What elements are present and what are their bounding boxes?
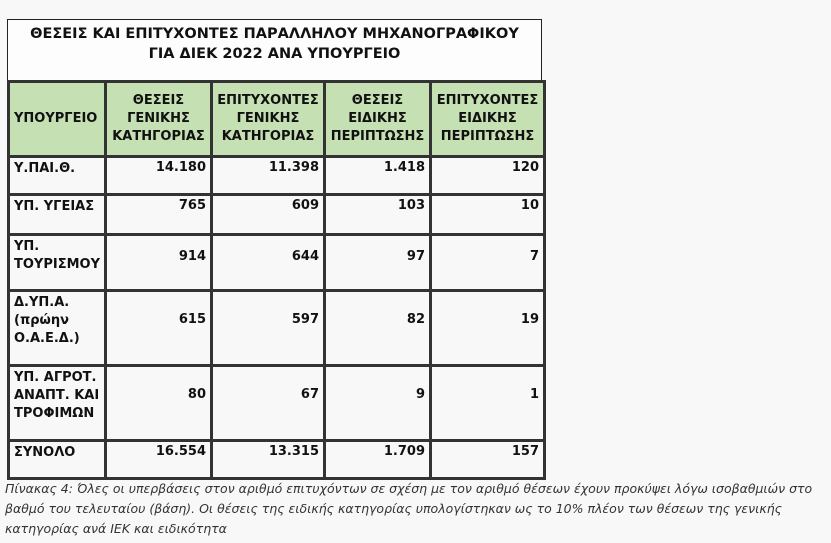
value-cell: 615: [106, 291, 212, 366]
title-line-1: ΘΕΣΕΙΣ ΚΑΙ ΕΠΙΤΥΧΟΝΤΕΣ ΠΑΡΑΛΛΗΛΟΥ ΜΗΧΑΝΟΓΡΑΦΙΚΟΥ: [30, 26, 519, 42]
column-header-special-admitted: ΕΠΙΤΥΧΟΝΤΕΣ ΕΙΔΙΚΗΣ ΠΕΡΙΠΤΩΣΗΣ: [431, 82, 545, 157]
column-header-special-positions: ΘΕΣΕΙΣ ΕΙΔΙΚΗΣ ΠΕΡΙΠΤΩΣΗΣ: [325, 82, 431, 157]
value-cell: 1: [431, 366, 545, 441]
ministry-name: ΥΠ. ΑΓΡΟΤ. ΑΝΑΠΤ. ΚΑΙ ΤΡΟΦΙΜΩΝ: [9, 366, 106, 441]
total-value-cell: 1.709: [325, 441, 431, 479]
column-header-general-positions: ΘΕΣΕΙΣ ΓΕΝΙΚΗΣ ΚΑΤΗΓΟΡΙΑΣ: [106, 82, 212, 157]
table-row: [9, 195, 545, 235]
value-cell: 19: [431, 291, 545, 366]
value-cell: 103: [325, 195, 431, 235]
value-cell: 97: [325, 235, 431, 291]
total-value-cell: 157: [431, 441, 545, 479]
value-cell: 914: [106, 235, 212, 291]
value-cell: 765: [106, 195, 212, 235]
table-title: [7, 19, 542, 80]
table-row: [9, 291, 545, 366]
total-value-cell: 16.554: [106, 441, 212, 479]
value-cell: 9: [325, 366, 431, 441]
ministry-table: [7, 80, 546, 480]
value-cell: 82: [325, 291, 431, 366]
value-cell: 67: [212, 366, 325, 441]
title-line-2: ΓΙΑ ΔΙΕΚ 2022 ΑΝΑ ΥΠΟΥΡΓΕΙΟ: [148, 46, 401, 62]
column-header-ministry: ΥΠΟΥΡΓΕΙΟ: [9, 82, 106, 157]
total-label: ΣΥΝΟΛΟ: [9, 441, 106, 479]
total-row: [9, 441, 545, 479]
value-cell: 120: [431, 157, 545, 195]
table-caption: Πίνακας 4: Όλες οι υπερβάσεις στον αριθμό επιτυχόντων σε σχέση με τον αριθμό θέσεων έχουν προκύψει λόγω ισοβαθμιών στο βαθμό του τελευταίου (βάση). Οι θέσεις της ειδικής κατηγορίας υπολογίστηκαν ως το 10% πλέον των θέσεων της γενικής κατηγορίας ανά ΙΕΚ και ειδικότητα: [5, 481, 813, 536]
value-cell: 597: [212, 291, 325, 366]
column-header-general-admitted: ΕΠΙΤΥΧΟΝΤΕΣ ΓΕΝΙΚΗΣ ΚΑΤΗΓΟΡΙΑΣ: [212, 82, 325, 157]
value-cell: 7: [431, 235, 545, 291]
value-cell: 14.180: [106, 157, 212, 195]
total-value-cell: 13.315: [212, 441, 325, 479]
value-cell: 609: [212, 195, 325, 235]
ministry-name: ΥΠ. ΤΟΥΡΙΣΜΟΥ: [9, 235, 106, 291]
value-cell: 80: [106, 366, 212, 441]
table-row: [9, 235, 545, 291]
header-row: [9, 82, 545, 157]
table-row: [9, 366, 545, 441]
ministry-name: Δ.ΥΠ.Α. (πρώην Ο.Α.Ε.Δ.): [9, 291, 106, 366]
ministry-name: Υ.ΠΑΙ.Θ.: [9, 157, 106, 195]
table-row: [9, 157, 545, 195]
value-cell: 10: [431, 195, 545, 235]
ministry-name: ΥΠ. ΥΓΕΙΑΣ: [9, 195, 106, 235]
value-cell: 1.418: [325, 157, 431, 195]
value-cell: 11.398: [212, 157, 325, 195]
value-cell: 644: [212, 235, 325, 291]
